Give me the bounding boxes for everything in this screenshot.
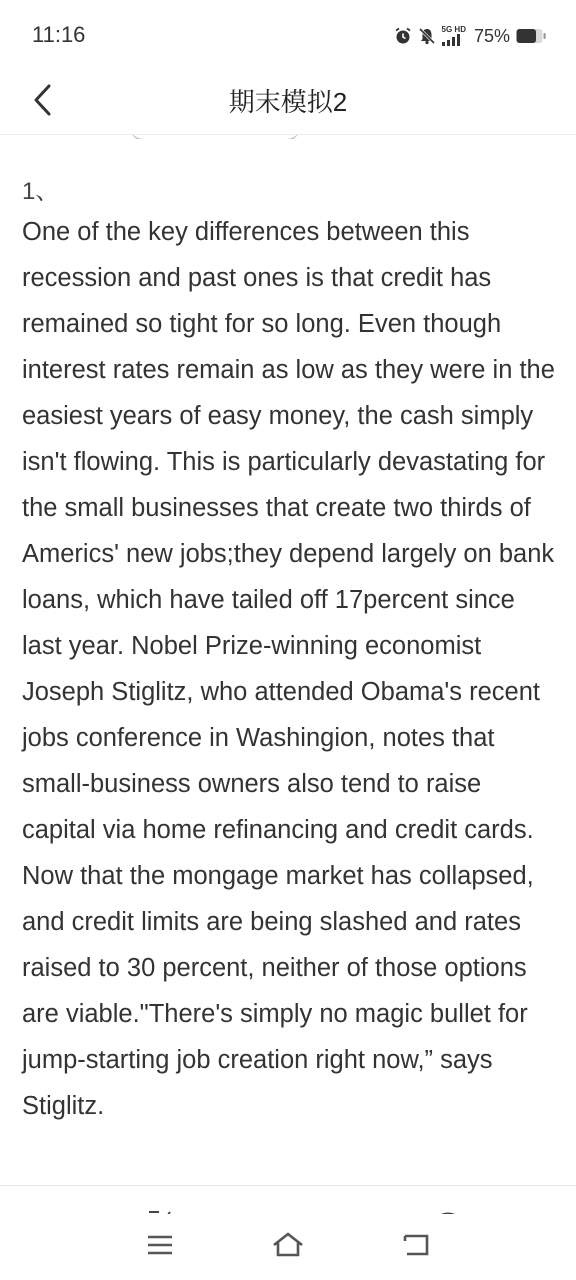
content-area[interactable] [0, 135, 576, 1185]
bottom-divider [0, 1185, 576, 1186]
reading-passage: One of the key differences between this recession and past ones is that credit has remained so tight for so long. Even though interest rates remain as low as they were in the easiest years of easy money, the cash simply isn't flowing. This is particularly devastating for the small businesses that create two thirds of Americs' new jobs;they depend largely on bank loans, which have tailed off 17percent since last year. Nobel Prize-winning economist Joseph Stiglitz, who attended Obama's recent jobs conference in Washingion, notes that small-business owners also tend to raise capital via home refinancing and credit cards. Now that the mongage market has collapsed, and credit limits are being slashed and rates raised to 30 percent, neither of those options are viable."There's simply no magic bullet for jump-starting job creation right now,” says Stiglitz. [22, 218, 555, 1120]
edit-icon[interactable] [148, 1206, 174, 1214]
battery-percent: 75% [473, 25, 510, 46]
back-icon [402, 1233, 430, 1257]
status-icons [394, 24, 546, 48]
page-title: 期末模拟2 [228, 87, 348, 117]
network-type: 5G HD [441, 25, 466, 34]
status-time: 11:16 [32, 22, 86, 47]
question-number: 1、 [22, 178, 60, 205]
recent-apps-button[interactable] [132, 1225, 188, 1265]
home-icon [272, 1232, 304, 1258]
alarm-icon [394, 27, 412, 45]
menu-icon [147, 1234, 173, 1256]
home-button[interactable] [260, 1225, 316, 1265]
header [0, 70, 576, 135]
back-nav-button[interactable] [388, 1225, 444, 1265]
status-bar [0, 0, 576, 70]
partially-scrolled-text [130, 135, 300, 139]
mute-icon [418, 27, 436, 45]
system-nav-bar [0, 1215, 576, 1280]
signal-icon [442, 26, 466, 46]
battery-icon [516, 28, 546, 44]
collapse-icon[interactable] [434, 1206, 462, 1214]
